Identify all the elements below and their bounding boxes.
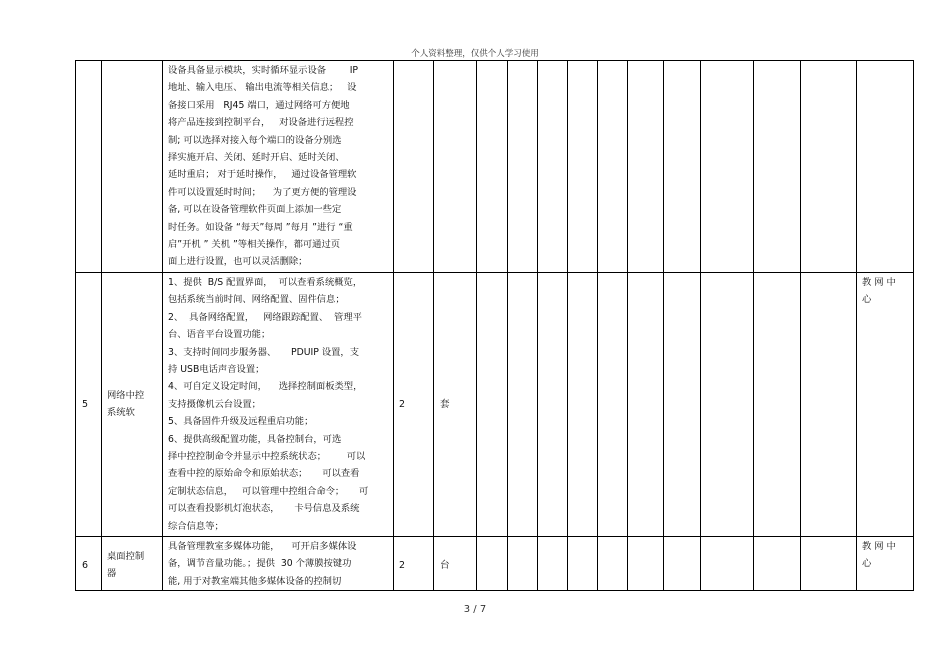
column-divider bbox=[537, 61, 538, 590]
column-divider bbox=[433, 61, 434, 590]
page-header: 个人资料整理，仅供个人学习使用 bbox=[411, 49, 539, 59]
item-quantity: 2 bbox=[399, 399, 406, 410]
column-divider bbox=[800, 61, 801, 590]
column-divider bbox=[101, 61, 102, 590]
column-divider bbox=[476, 61, 477, 590]
item-description: 具备管理教室多媒体功能， 可开启多媒体设 备，调节音量功能。；提供 30 个薄膜按键功 能, 用于对教室端其他多媒体设备的控制切 bbox=[168, 541, 357, 587]
column-divider bbox=[393, 61, 394, 590]
item-number: 6 bbox=[82, 560, 89, 571]
item-number: 5 bbox=[82, 399, 89, 410]
page-number: 3 / 7 bbox=[463, 604, 487, 615]
procurement-table bbox=[75, 60, 914, 591]
column-divider bbox=[700, 61, 701, 590]
item-description: 1、提供 B/S 配置界面， 可以查看系统概览， 包括系统当前时间、网络配置、固件信息； 2、 具备网络配置， 网络跟踪配置、 管理平 台、语音平台设置功能； 3、支持时间同步服务器、 PDUIP 设置，支 持 USB电话声音设置； 4、可自定义设定时间， 选择控制面板类型， 支持摄像机云台设置； 5、具备固件升级及远程重启功能； 6、提供高级配置功能，具备控制台，可选 择中控控制命令并显示中控系统状态； 可以 查看中控的原始命令和原始状态； 可以查看 定制状态信息， 可以管理中控组合命令； 可 可以查看投影机灯泡状态， 卡号信息及系统 综合信息等； bbox=[168, 277, 369, 532]
item-unit: 台 bbox=[440, 560, 450, 571]
column-divider bbox=[627, 61, 628, 590]
item-quantity: 2 bbox=[399, 560, 406, 571]
column-divider bbox=[663, 61, 664, 590]
column-divider bbox=[567, 61, 568, 590]
item-description: 设备具备显示模块，实时循环显示设备 IP 地址、输入电压、 输出电流等相关信息； 设 备接口采用 RJ45 端口，通过网络可方便地 将产品连接到控制平台， 对设备进行远程控 制; 可以选择对接入每个端口的设备分别选 择实施开启、关闭、延时开启、延时关闭、 延时重启； 对于延时操作， 通过设备管理软 件可以设置延时时间； 为了更方便的管理设 备, 可以在设备管理软件页面上添加一些定 时任务。如设备 “每天”每周 ”每月 ”进行 “重 启”开机 ” 关机 ”等相关操作，都可通过页 面上进行设置，也可以灵活删除； bbox=[168, 65, 359, 268]
column-divider bbox=[753, 61, 754, 590]
responsible-department: 教 网 中 心 bbox=[862, 277, 896, 306]
column-divider bbox=[856, 61, 857, 590]
column-divider bbox=[597, 61, 598, 590]
column-divider bbox=[507, 61, 508, 590]
responsible-department: 教 网 中 心 bbox=[862, 541, 896, 570]
item-unit: 套 bbox=[440, 399, 450, 410]
row-divider bbox=[76, 272, 913, 273]
item-name: 网络中控 系统软 bbox=[107, 390, 145, 419]
column-divider bbox=[162, 61, 163, 590]
row-divider bbox=[76, 536, 913, 537]
item-name: 桌面控制 器 bbox=[107, 551, 145, 580]
